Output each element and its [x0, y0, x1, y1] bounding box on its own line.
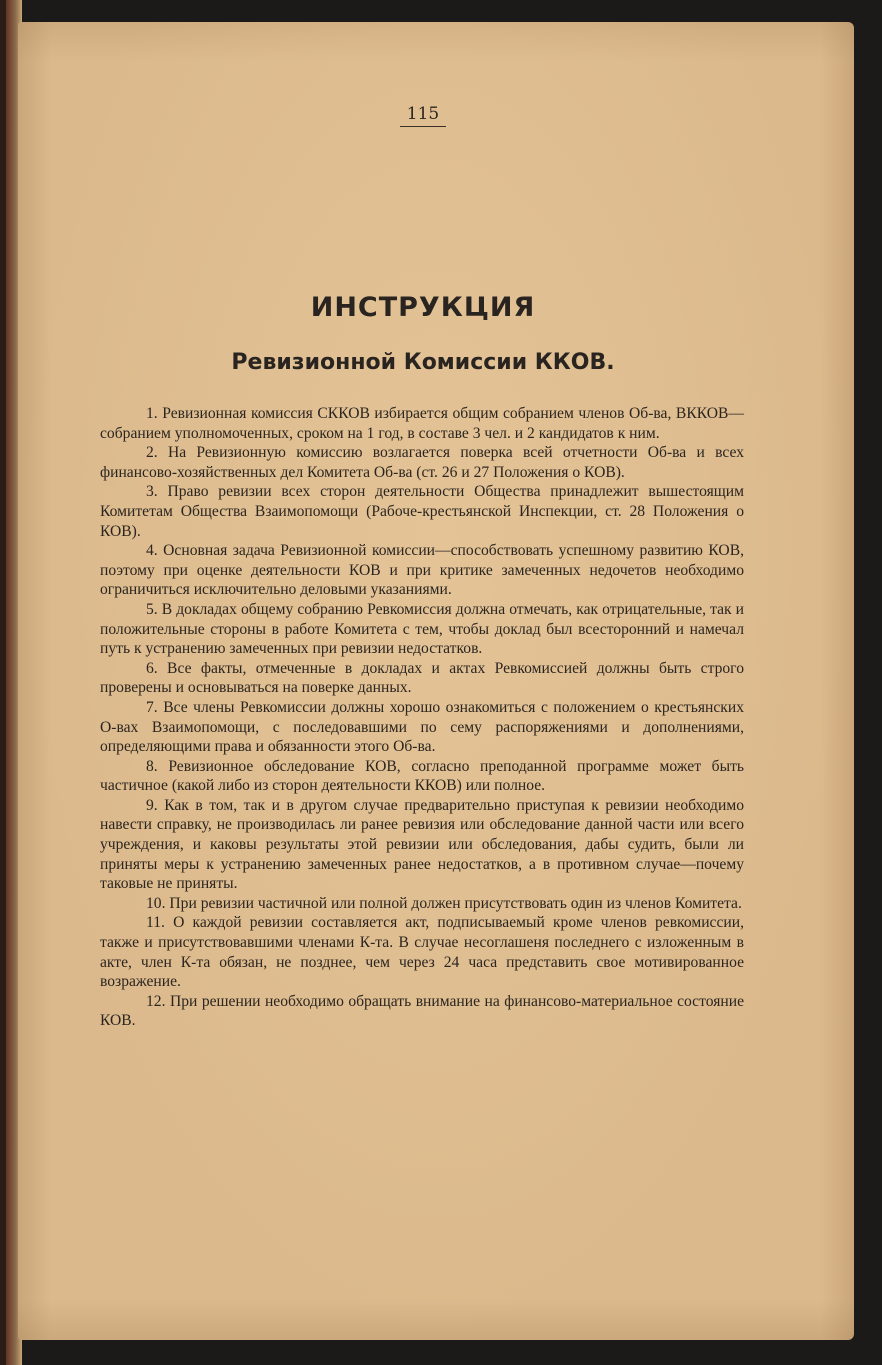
- document-subtitle: Ревизионной Комиссии ККОВ.: [231, 350, 615, 375]
- paragraph-2: 2. На Ревизионную комиссию возлагается поверка всей отчетности Об-ва и всех финансово-хозяйственных дел Комитета Об-ва (ст. 26 и 27 Положения о КОВ).: [100, 444, 744, 481]
- paragraph-3: 3. Право ревизии всех сторон деятельности Общества принадлежит вышестоящим Комитетам Общества Взаимопомощи (Рабоче-крестьянской Инспекции, ст. 28 Положения о КОВ).: [100, 483, 744, 540]
- paragraph-4: 4. Основная задача Ревизионной комиссии—способствовать успешному развитию КОВ, поэтому при оценке деятельности КОВ и при критике замеченных недочетов необходимо ограничиться исключительно деловыми указаниями.: [100, 542, 744, 599]
- instruction-body: [100, 404, 744, 1031]
- paragraph-6: 6. Все факты, отмеченные в докладах и актах Ревкомиссией должны быть строго проверены и основываться на поверке данных.: [100, 659, 744, 697]
- paragraph-11: 11. О каждой ревизии составляется акт, подписываемый кроме членов ревкомиссии, также и присутствовавшими членами К-та. В случае несоглашеня последнего с изложенным в акте, член К-та обязан, не позднее, чем через 24 часа представить свое мотивированное возражение.: [100, 914, 744, 991]
- paragraph-1: 1. Ревизионная комиссия СККОВ избирается общим собранием членов Об-ва, ВККОВ—собранием уполномоченных, сроком на 1 год, в составе 3 чел. и 2 кандидатов к ним.: [100, 405, 744, 442]
- document-title: ИНСТРУКЦИЯ: [310, 292, 536, 323]
- paragraph-5: 5. В докладах общему собранию Ревкомиссия должна отмечать, как отрицательные, так и положительные стороны в работе Комитета с тем, чтобы доклад был всесторонний и намечал путь к устранению замеченных при ревизии недостатков.: [100, 600, 744, 658]
- binding-edge: [0, 0, 6, 1365]
- page-number: 115: [400, 104, 446, 127]
- paragraph-10: 10. При ревизии частичной или полной должен присутствовать один из членов Комитета.: [146, 894, 742, 912]
- paragraph-7: 7. Все члены Ревкомиссии должны хорошо ознакомиться с положением о крестьянских О-вах Взаимопомощи, с последовавшими по сему распоряжениями и дополнениями, определяющими права и обязанности этого Об-ва.: [100, 698, 744, 756]
- paragraph-9: 9. Как в том, так и в другом случае предварительно приступая к ревизии необходимо навести справку, не производилась ли ранее ревизия или обследование данной части или всего учреждения, и каковы результаты этой ревизии или обследования, дабы судить, были ли приняты меры к устранению замеченных ранее недостатков, а в противном случае—почему таковые не приняты.: [100, 796, 744, 893]
- paragraph-12: 12. При решении необходимо обращать внимание на финансово-материальное состояние КОВ.: [100, 992, 744, 1030]
- paragraph-8: 8. Ревизионное обследование КОВ, согласно преподанной программе может быть частичное (какой либо из сторон деятельности ККОВ) или полное.: [100, 757, 744, 795]
